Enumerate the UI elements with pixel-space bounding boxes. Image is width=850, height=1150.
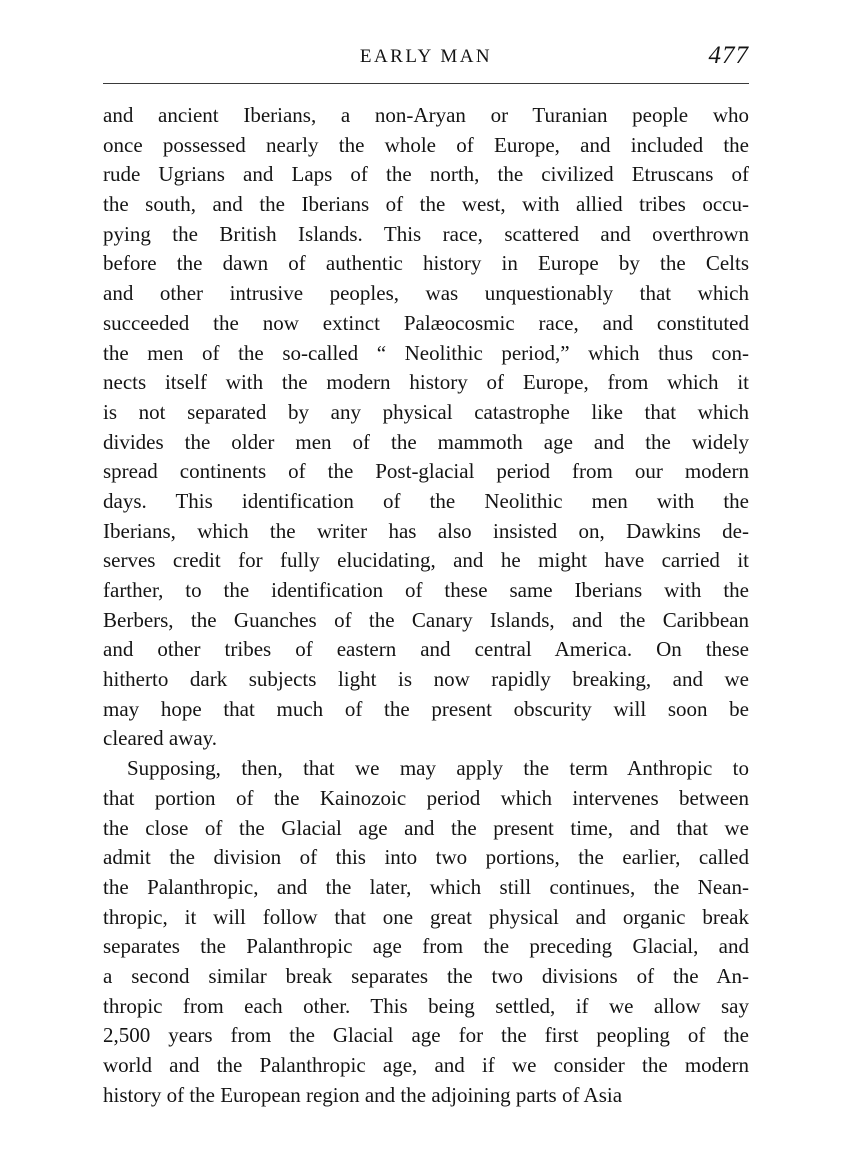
text-line: Iberians, which the writer has also insisted on, Dawkins de- — [103, 518, 749, 543]
text-line: the close of the Glacial age and the present time, and that we — [103, 815, 749, 840]
text-line: spread continents of the Post-glacial period from our modern — [103, 459, 749, 484]
text-line: before the dawn of authentic history in Europe by the Celts — [103, 251, 749, 276]
text-line: admit the division of this into two portions, the earlier, called — [103, 845, 749, 870]
text-line: rude Ugrians and Laps of the north, the civilized Etruscans of — [103, 162, 749, 187]
text-line: the Palanthropic, and the later, which still continues, the Nean- — [103, 874, 749, 899]
text-line: serves credit for fully elucidating, and he might have carried it — [103, 548, 749, 573]
body-text — [103, 101, 749, 1110]
text-line: hitherto dark subjects light is now rapidly breaking, and we — [103, 667, 749, 692]
text-line: succeeded the now extinct Palæocosmic race, and constituted — [103, 310, 749, 335]
running-head-title: EARLY MAN — [359, 46, 493, 67]
text-line: and ancient Iberians, a non-Aryan or Turanian people who — [103, 103, 749, 127]
text-line: that portion of the Kainozoic period which intervenes between — [103, 785, 749, 810]
text-line: pying the British Islands. This race, scattered and overthrown — [103, 221, 749, 246]
text-line: divides the older men of the mammoth age and the widely — [103, 429, 749, 454]
text-line: world and the Palanthropic age, and if we consider the modern — [103, 1053, 749, 1077]
text-line: nects itself with the modern history of Europe, from which it — [103, 370, 749, 395]
paragraph — [103, 101, 749, 754]
text-line: and other tribes of eastern and central America. On these — [103, 637, 749, 662]
text-line: cleared away. — [103, 726, 218, 751]
header-rule — [103, 83, 749, 84]
text-line: days. This identification of the Neolithic men with the — [103, 488, 749, 513]
text-line: separates the Palanthropic age from the preceding Glacial, and — [103, 934, 749, 959]
text-line: once possessed nearly the whole of Europe, and included the — [103, 132, 749, 157]
text-line: Berbers, the Guanches of the Canary Islands, and the Caribbean — [103, 607, 749, 632]
text-line: the south, and the Iberians of the west, with allied tribes occu- — [103, 192, 749, 217]
text-line: may hope that much of the present obscurity will soon be — [103, 696, 749, 721]
text-line: 2,500 years from the Glacial age for the first peopling of the — [103, 1023, 749, 1048]
text-line: thropic from each other. This being settled, if we allow say — [103, 993, 749, 1018]
text-line: Supposing, then, that we may apply the term Anthropic to — [127, 756, 749, 781]
text-line: thropic, it will follow that one great physical and organic break — [103, 904, 749, 929]
text-line: the men of the so-called “ Neolithic period,” which thus con- — [103, 340, 749, 365]
page-number: 477 — [708, 42, 749, 69]
text-line: a second similar break separates the two divisions of the An- — [103, 963, 749, 988]
text-line: and other intrusive peoples, was unquestionably that which — [103, 281, 749, 306]
paragraph — [103, 754, 749, 1110]
running-head — [103, 42, 749, 78]
text-line: history of the European region and the adjoining parts of Asia — [103, 1082, 623, 1107]
text-line: is not separated by any physical catastrophe like that which — [103, 399, 749, 424]
text-line: farther, to the identification of these same Iberians with the — [103, 578, 749, 602]
